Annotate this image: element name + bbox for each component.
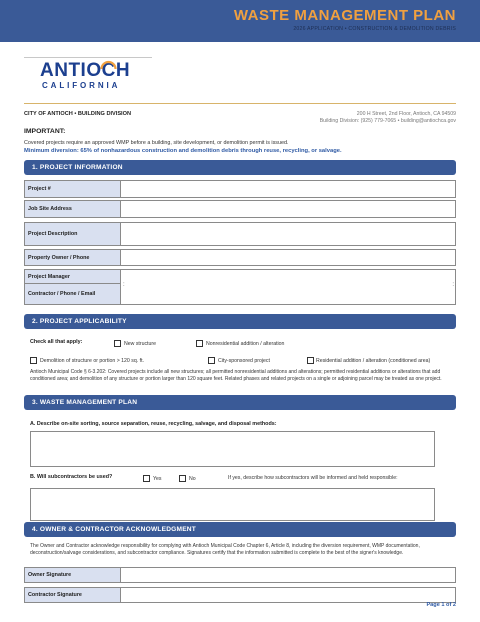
residential-checkbox[interactable] <box>307 357 314 364</box>
project-number-row <box>24 180 456 198</box>
field-cursor-mark: : <box>123 282 125 288</box>
job-site-address-row <box>24 200 456 218</box>
contractor-signature-field[interactable] <box>122 588 455 602</box>
field-label: Contractor / Phone / Email <box>25 284 121 304</box>
organization-contact: Building Division: (925) 779-7065 • building@antiochca.gov <box>319 118 456 124</box>
owner-signature-field[interactable] <box>122 568 455 582</box>
subcontractors-no-checkbox[interactable] <box>179 475 186 482</box>
section-title: 4. OWNER & CONTRACTOR ACKNOWLEDGMENT <box>32 526 196 533</box>
project-description-row <box>24 222 456 246</box>
methods-textarea[interactable] <box>30 431 435 467</box>
diversion-requirement: Minimum diversion: 65% of nonhazardous construction and demolition debris through reuse, recycling, or salvage. <box>24 148 342 154</box>
manager-contractor-row <box>24 269 456 305</box>
municipal-code-note: Antioch Municipal Code § 6-3.202: Covered projects include all new structures; all permitted nonresidential additions and alterations; permitted residential additions or alterations that add conditioned area; and demolition of any structure or portion larger than 120 square feet. Related phases and related projects on a single or adjoining parcel may be treated as one project. <box>30 369 442 382</box>
acknowledgment-text: The Owner and Contractor acknowledge responsibility for complying with Antioch Municipal Code Chapter 6, Article 8, including the diversion requirement, WMP documentation, deconstruction/salvage considerations, and subcontractor compliance. Signatures certify that the information submitted is complete to the best of the signer's knowledge. <box>30 543 420 556</box>
city-sponsored-checkbox[interactable] <box>208 357 215 364</box>
page-number: Page 1 of 2 <box>426 602 456 608</box>
section-title: 1. PROJECT INFORMATION <box>32 164 123 171</box>
nonresidential-label: Nonresidential addition / alteration <box>206 341 285 347</box>
contractor-signature-row <box>24 587 456 603</box>
residential-label: Residential addition / alteration (conditioned area) <box>316 358 431 364</box>
important-text: Covered projects require an approved WMP before a building, site development, or demolition permit is issued. <box>24 140 289 146</box>
field-label: Owner Signature <box>25 568 121 582</box>
nonresidential-checkbox[interactable] <box>196 340 203 347</box>
demolition-checkbox[interactable] <box>30 357 37 364</box>
job-site-address-field[interactable] <box>122 201 455 217</box>
field-label: Contractor Signature <box>25 588 121 602</box>
logo-word-california: CALIFORNIA <box>42 81 121 90</box>
subcontractors-note: If yes, describe how subcontractors will be informed and held responsible: <box>228 475 398 481</box>
project-number-field[interactable] <box>122 181 455 197</box>
check-all-label: Check all that apply: <box>30 339 83 345</box>
section-project-information <box>24 160 456 175</box>
field-label: Project Description <box>25 223 121 245</box>
field-label: Project Manager <box>25 270 121 284</box>
project-description-field[interactable] <box>122 223 455 245</box>
logo-word-antioch: ANTIOCH <box>40 60 131 81</box>
question-b: B. Will subcontractors be used? <box>30 474 113 480</box>
new-structure-checkbox[interactable] <box>114 340 121 347</box>
brand-divider <box>24 103 456 104</box>
antioch-logo <box>40 61 140 97</box>
section-title: 2. PROJECT APPLICABILITY <box>32 318 127 325</box>
city-sponsored-label: City-sponsored project <box>218 358 270 364</box>
new-structure-label: New structure <box>124 341 156 347</box>
header-bar <box>0 0 480 42</box>
subcontractors-textarea[interactable] <box>30 488 435 521</box>
subcontractors-yes-checkbox[interactable] <box>143 475 150 482</box>
property-owner-field[interactable] <box>122 250 455 265</box>
owner-signature-row <box>24 567 456 583</box>
demolition-label: Demolition of structure or portion > 120 sq. ft. <box>40 358 144 364</box>
field-label: Property Owner / Phone <box>25 250 121 265</box>
document-subtitle: 2026 APPLICATION • CONSTRUCTION & DEMOLITION DEBRIS <box>293 26 456 32</box>
organization-name: CITY OF ANTIOCH • BUILDING DIVISION <box>24 111 131 117</box>
property-owner-row <box>24 249 456 266</box>
section-acknowledgment <box>24 522 456 537</box>
field-label: Project # <box>25 181 121 197</box>
section-waste-management-plan <box>24 395 456 410</box>
sun-arc-icon <box>100 59 117 70</box>
section-title: 3. WASTE MANAGEMENT PLAN <box>32 399 138 406</box>
subcontractors-yes-label: Yes <box>153 476 162 482</box>
important-heading: IMPORTANT: <box>24 128 66 135</box>
section-project-applicability <box>24 314 456 329</box>
logo-top-rule <box>24 57 152 58</box>
manager-contractor-field[interactable] <box>122 270 455 304</box>
question-a: A. Describe on-site sorting, source separation, reuse, recycling, salvage, and disposal methods: <box>30 421 277 427</box>
field-cursor-mark: : <box>452 282 454 288</box>
organization-address: 200 H Street, 2nd Floor, Antioch, CA 94509 <box>356 111 456 117</box>
subcontractors-no-label: No <box>189 476 196 482</box>
field-label: Job Site Address <box>25 201 121 217</box>
document-title: WASTE MANAGEMENT PLAN <box>233 7 456 24</box>
